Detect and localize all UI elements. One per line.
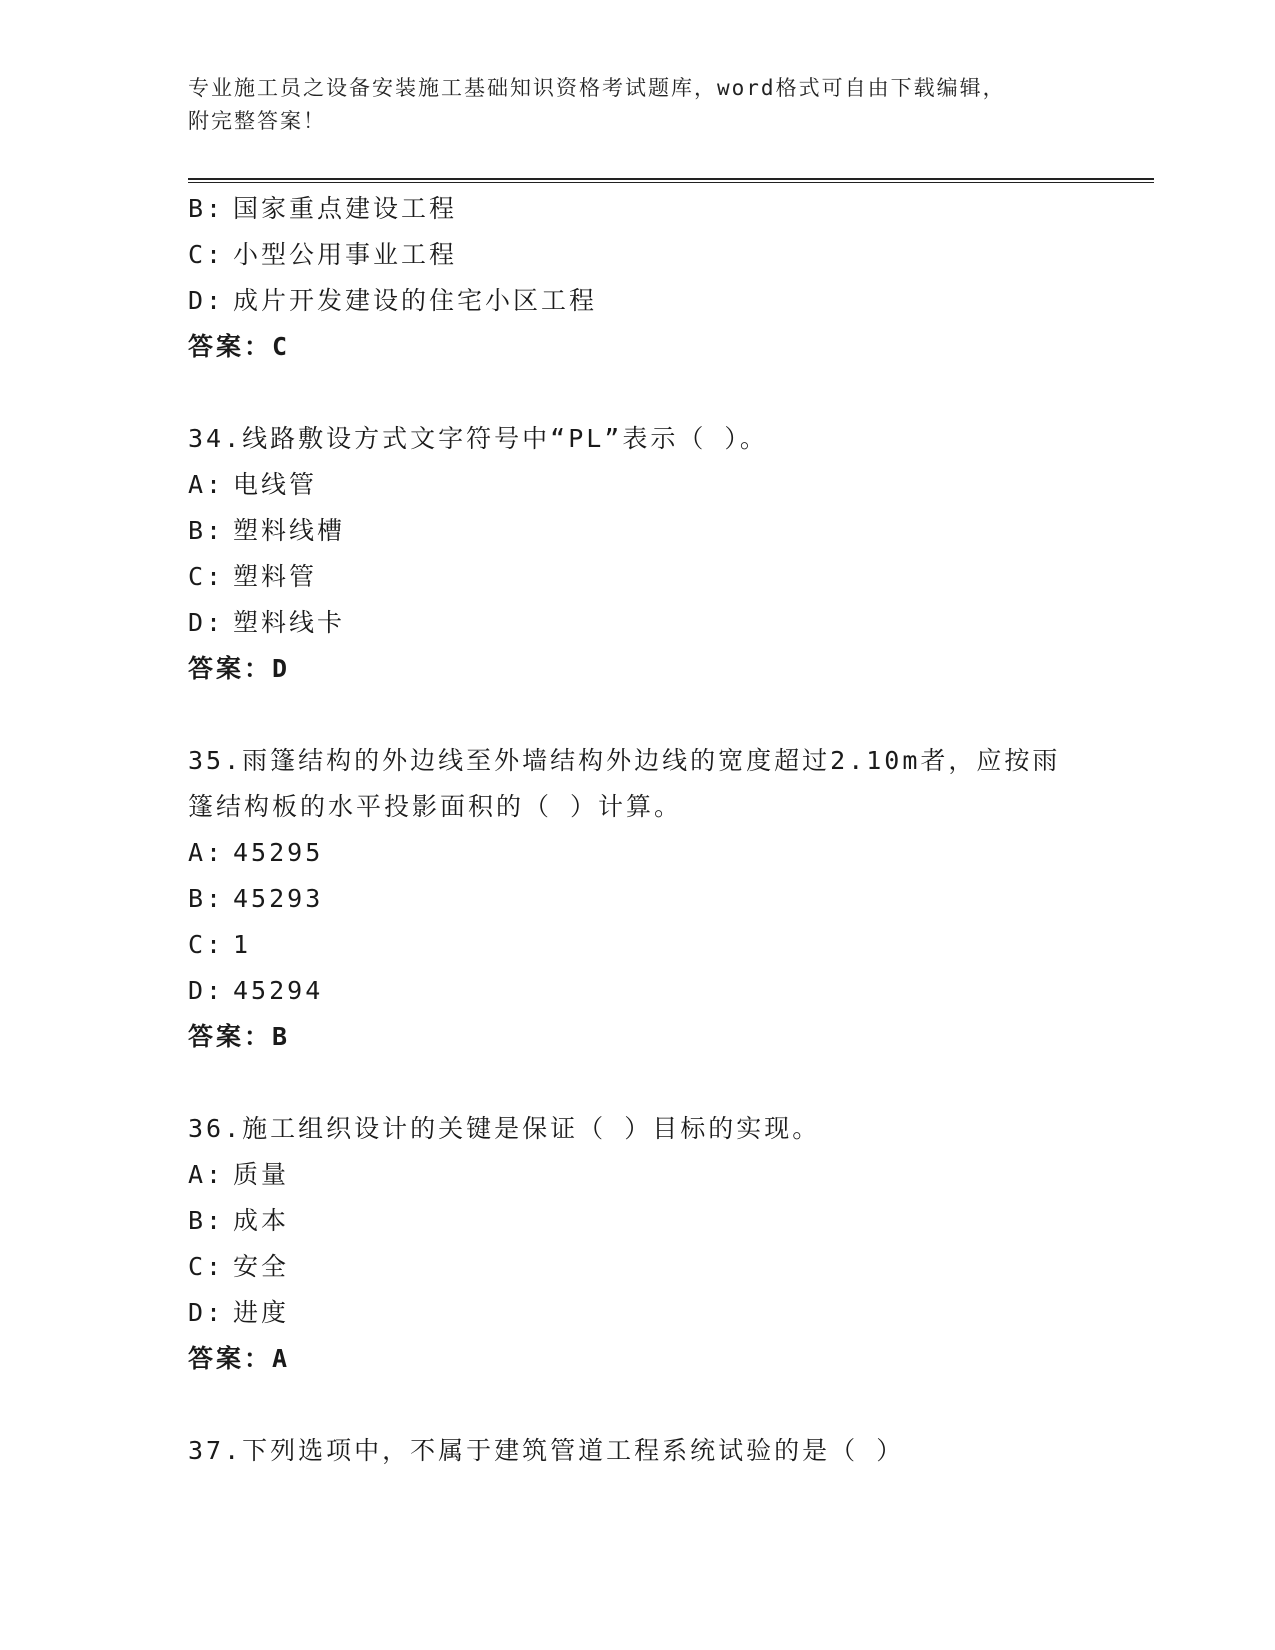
answer-line: 答案：A xyxy=(188,1344,291,1373)
option-text: 电线管 xyxy=(233,470,318,499)
question-34-block xyxy=(188,416,1108,692)
option-a xyxy=(188,1152,1108,1198)
option-text: 45293 xyxy=(233,884,324,913)
option-b xyxy=(188,1198,1108,1244)
header-line-2: 附完整答案！ xyxy=(188,109,326,133)
option-key: D: xyxy=(188,286,225,315)
option-d xyxy=(188,278,1108,324)
option-key: D: xyxy=(188,1298,225,1327)
question-33-block xyxy=(188,186,1108,370)
option-key: B: xyxy=(188,884,225,913)
option-key: B: xyxy=(188,516,225,545)
option-a xyxy=(188,830,1108,876)
option-c xyxy=(188,1244,1108,1290)
answer-line: 答案：D xyxy=(188,654,291,683)
option-text: 塑料线槽 xyxy=(233,516,346,545)
option-c xyxy=(188,922,1108,968)
option-text: 质量 xyxy=(233,1160,290,1189)
option-key: D: xyxy=(188,608,225,637)
option-text: 1 xyxy=(233,930,252,959)
header-divider-thick xyxy=(188,178,1154,180)
header-divider-thin xyxy=(188,182,1154,183)
option-key: A: xyxy=(188,1160,225,1189)
option-b xyxy=(188,876,1108,922)
option-d xyxy=(188,1290,1108,1336)
option-key: C: xyxy=(188,930,225,959)
option-a xyxy=(188,462,1108,508)
option-key: A: xyxy=(188,838,225,867)
option-text: 成本 xyxy=(233,1206,290,1235)
option-d xyxy=(188,968,1108,1014)
header-line-1: 专业施工员之设备安装施工基础知识资格考试题库，word格式可自由下载编辑， xyxy=(188,76,1006,100)
option-key: B: xyxy=(188,1206,225,1235)
spacer xyxy=(188,370,1108,416)
option-key: D: xyxy=(188,976,225,1005)
option-text: 国家重点建设工程 xyxy=(233,194,458,223)
option-key: C: xyxy=(188,1252,225,1281)
question-text: 37.下列选项中，不属于建筑管道工程系统试验的是（ ） xyxy=(188,1436,905,1465)
spacer xyxy=(188,1382,1108,1428)
document-header xyxy=(188,72,1088,138)
option-c xyxy=(188,554,1108,600)
option-key: C: xyxy=(188,562,225,591)
option-text: 安全 xyxy=(233,1252,290,1281)
option-text: 45295 xyxy=(233,838,324,867)
option-text: 塑料线卡 xyxy=(233,608,346,637)
answer-line: 答案：B xyxy=(188,1022,291,1051)
question-text: 34.线路敷设方式文字符号中“PL”表示（ ）。 xyxy=(188,424,768,453)
option-key: C: xyxy=(188,240,225,269)
spacer xyxy=(188,1060,1108,1106)
option-c xyxy=(188,232,1108,278)
question-text-line-1: 35.雨篷结构的外边线至外墙结构外边线的宽度超过2.10m者，应按雨 xyxy=(188,746,1061,775)
option-text: 进度 xyxy=(233,1298,290,1327)
question-content xyxy=(188,186,1108,1474)
option-text: 成片开发建设的住宅小区工程 xyxy=(233,286,598,315)
option-text: 塑料管 xyxy=(233,562,318,591)
spacer xyxy=(188,692,1108,738)
answer-line: 答案：C xyxy=(188,332,291,361)
question-text: 36.施工组织设计的关键是保证（ ）目标的实现。 xyxy=(188,1114,821,1143)
option-key: A: xyxy=(188,470,225,499)
question-35-block xyxy=(188,738,1108,1060)
option-d xyxy=(188,600,1108,646)
option-key: B: xyxy=(188,194,225,223)
question-37-block xyxy=(188,1428,1108,1474)
question-text-line-2: 篷结构板的水平投影面积的（ ）计算。 xyxy=(188,792,683,821)
option-text: 45294 xyxy=(233,976,324,1005)
question-36-block xyxy=(188,1106,1108,1382)
option-text: 小型公用事业工程 xyxy=(233,240,458,269)
option-b xyxy=(188,508,1108,554)
option-b xyxy=(188,186,1108,232)
